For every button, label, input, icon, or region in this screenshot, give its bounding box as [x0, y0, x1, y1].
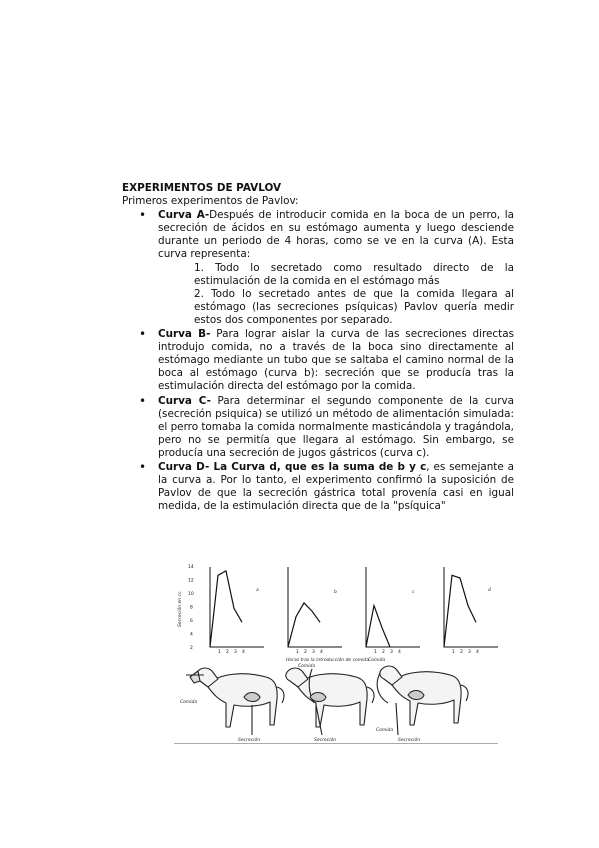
- dog-illustrations: [186, 666, 468, 735]
- x-tick-a-4: 4: [242, 650, 245, 655]
- panel-axes: [210, 567, 498, 647]
- curve-b: [288, 603, 320, 647]
- panel-label-b: b: [334, 590, 337, 595]
- x-tick-c-2: 2: [382, 650, 385, 655]
- dog-3-label-secretion: Secreción: [398, 738, 421, 743]
- document-subtitle: Primeros experimentos de Pavlov:: [122, 195, 299, 208]
- x-tick-c-4: 4: [398, 650, 401, 655]
- x-tick-b-4: 4: [320, 650, 323, 655]
- x-tick-d-4: 4: [476, 650, 479, 655]
- dog-3-illustration: [377, 666, 468, 735]
- x-tick-b-2: 2: [304, 650, 307, 655]
- text-curva-b: Para lograr aislar la curva de las secreciones directas introdujo comida, no a través de la boca sino directamente al estómago mediante un tubo que se saltaba el camino normal de la boca al estómago (curva b): secreción que se producía tras la estimulación directa del estómago por la comida.: [158, 328, 514, 393]
- x-tick-d-2: 2: [460, 650, 463, 655]
- axes-panel-b: [288, 567, 342, 647]
- dog-2-label-food: Comida: [298, 664, 316, 669]
- x-tick-b-3: 3: [312, 650, 315, 655]
- dog-2-label-secretion: Secreción: [314, 738, 337, 743]
- text-curva-d: , es semejante a la curva a. Por lo tanto, el experimento confirmó la suposición de Pavlov de que la secreción gástrica total provenía casi en igual medida, de la estimulación directa que de la "psíquica": [158, 460, 514, 513]
- document-title: EXPERIMENTOS DE PAVLOV: [122, 182, 282, 194]
- sub-item-2: 2. Todo lo secretado antes de que la comida llegara al estómago (las secreciones psíquicas) Pavlov quería medir estos dos componentes por separado.: [194, 287, 514, 326]
- y-tick-8: 8: [190, 605, 193, 611]
- x-axis-label: Horas tras la introducción de comida: [286, 658, 370, 663]
- y-tick-4: 4: [190, 632, 193, 638]
- list-item-curva-d: [122, 461, 514, 513]
- x-tick-d-1: 1: [452, 650, 455, 655]
- x-tick-b-1: 1: [296, 650, 299, 655]
- y-tick-6: 6: [190, 619, 193, 624]
- list-item-curva-c: [122, 395, 514, 460]
- dog-1-illustration: [186, 668, 284, 735]
- x-tick-c-3: 3: [390, 650, 393, 655]
- dog-1-label-food: Comida: [180, 700, 198, 705]
- y-tick-14: 14: [188, 565, 194, 570]
- dog-2-illustration: [286, 668, 374, 735]
- sub-item-1: 1. Todo lo secretado como resultado directo de la estimulación de la comida en el estómago más: [194, 261, 514, 287]
- curve-c: [366, 606, 390, 647]
- term-curva-d: Curva D- La Curva d, que es la suma de b y c: [158, 460, 427, 473]
- panel-label-d: d: [488, 588, 491, 593]
- figure-svg: [174, 557, 498, 743]
- list-item-curva-a: [122, 209, 514, 327]
- dog-1-label-secretion: Secreción: [238, 738, 261, 743]
- x-tick-a-2: 2: [226, 650, 229, 655]
- text-curva-c: Para determinar el segundo componente de la curva (secreción psiquica) se utilizó un método de alimentación simulada: el perro tomaba la comida normalmente masticándola y tragándola, pero no se permitía que llegara al estómago. Sin embargo, se producía una secreción de jugos gástricos (curva c).: [158, 394, 514, 459]
- y-tick-2: 2: [190, 646, 193, 651]
- term-curva-c: Curva C-: [158, 394, 211, 407]
- document-body: [122, 182, 514, 513]
- x-tick-a-3: 3: [234, 650, 237, 655]
- sub-list-curva-a: [158, 262, 514, 327]
- list-item-curva-b: [122, 328, 514, 393]
- term-curva-b: Curva B-: [158, 328, 211, 341]
- experiment-list: [122, 209, 514, 513]
- x-tick-labels: [218, 649, 479, 655]
- y-tick-labels: [188, 564, 194, 651]
- panel-label-c: c: [412, 590, 415, 595]
- y-tick-12: 12: [188, 578, 194, 584]
- x-tick-c-1: 1: [374, 650, 377, 655]
- x-tick-a-1: 1: [218, 650, 221, 655]
- dog-3-label-food-top: Comida: [368, 658, 386, 663]
- dog-3-label-food-bottom: Comida: [376, 728, 394, 733]
- y-tick-10: 10: [188, 592, 194, 597]
- x-tick-d-3: 3: [468, 650, 471, 655]
- term-curva-a: Curva A-: [158, 209, 210, 222]
- pavlov-figure: [174, 557, 498, 744]
- curves: [210, 571, 476, 647]
- curve-d: [444, 575, 476, 647]
- curve-a: [210, 571, 242, 647]
- text-curva-a: Después de introducir comida en la boca de un perro, la secreción de ácidos en su estómago aumenta y luego desciende durante un periodo de 4 horas, como se ve en la curva (A). Esta curva representa:: [158, 209, 515, 261]
- y-axis-label: Secreción en cc.: [178, 590, 183, 627]
- panel-label-a: a: [256, 588, 259, 593]
